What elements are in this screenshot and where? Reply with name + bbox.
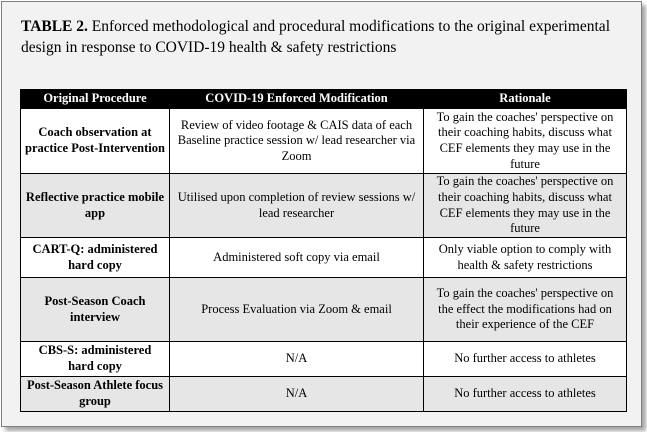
rationale-cell: To gain the coaches' perspective on their coaching habits, discuss what CEF elements they may use in the future xyxy=(424,109,627,174)
table-row xyxy=(21,342,627,377)
table-row xyxy=(21,174,627,238)
procedure-cell: Reflective practice mobile app xyxy=(21,174,170,238)
table-caption xyxy=(21,16,633,58)
header-covid-modification: COVID-19 Enforced Modification xyxy=(170,90,424,109)
modification-cell: N/A xyxy=(170,342,424,377)
rationale-cell: Only viable option to comply with health & safety restrictions xyxy=(424,238,627,278)
procedure-cell: CBS-S: administered hard copy xyxy=(21,342,170,377)
rationale-cell: To gain the coaches' perspective on their coaching habits, discuss what CEF elements they may use in the future xyxy=(424,174,627,238)
procedure-cell: Coach observation at practice Post-Intervention xyxy=(21,109,170,174)
table-row xyxy=(21,238,627,278)
caption-label: TABLE 2. xyxy=(21,18,88,35)
modifications-table xyxy=(20,89,627,412)
caption-text: Enforced methodological and procedural modifications to the original experimental design in response to COVID-19 health & safety restrictions xyxy=(21,18,610,56)
header-original-procedure: Original Procedure xyxy=(21,90,170,109)
modification-cell: Review of video footage & CAIS data of each Baseline practice session w/ lead researcher via Zoom xyxy=(170,109,424,174)
rationale-cell: No further access to athletes xyxy=(424,342,627,377)
rationale-cell: No further access to athletes xyxy=(424,377,627,412)
modification-cell: N/A xyxy=(170,377,424,412)
header-rationale: Rationale xyxy=(424,90,627,109)
procedure-cell: CART-Q: administered hard copy xyxy=(21,238,170,278)
procedure-cell: Post-Season Coach interview xyxy=(21,278,170,342)
modification-cell: Administered soft copy via email xyxy=(170,238,424,278)
rationale-cell: To gain the coaches' perspective on the effect the modifications had on their experience of the CEF xyxy=(424,278,627,342)
modification-cell: Utilised upon completion of review sessions w/ lead researcher xyxy=(170,174,424,238)
table-row xyxy=(21,377,627,412)
table-row xyxy=(21,278,627,342)
procedure-cell: Post-Season Athlete focus group xyxy=(21,377,170,412)
table-row xyxy=(21,109,627,174)
table-header-row xyxy=(21,90,627,109)
modification-cell: Process Evaluation via Zoom & email xyxy=(170,278,424,342)
table-frame xyxy=(1,1,642,427)
